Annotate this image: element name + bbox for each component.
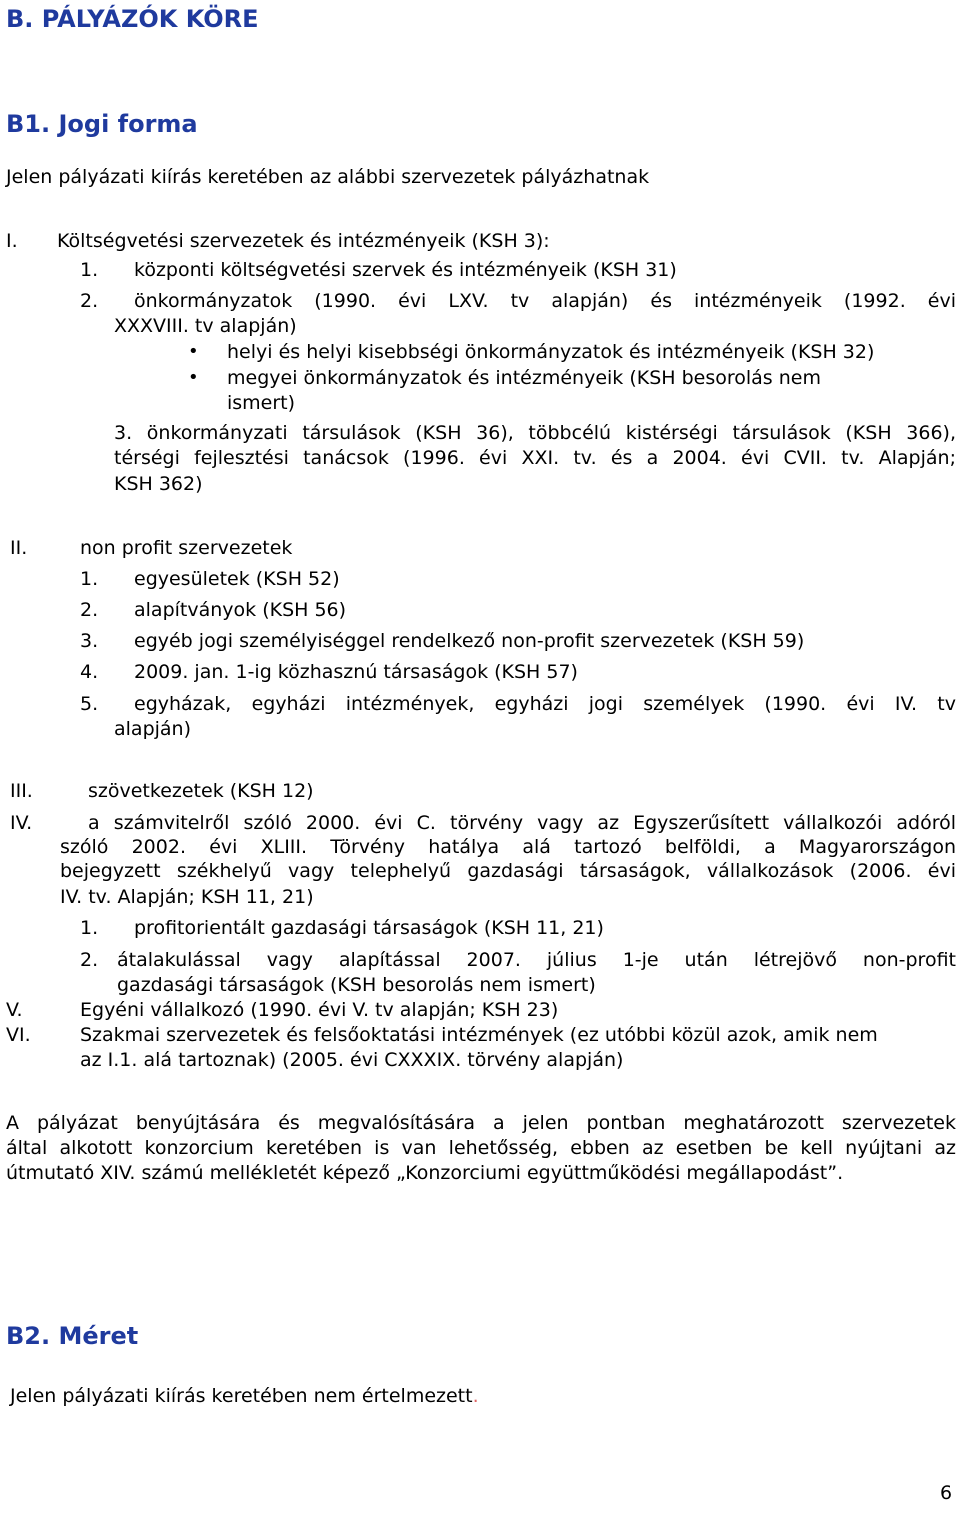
group-2-n5: 5.	[80, 693, 99, 715]
b1-intro: Jelen pályázati kiírás keretében az alábbi szervezetek pályázhatnak	[6, 166, 650, 188]
group-6-num: VI.	[6, 1024, 31, 1046]
b2-trailing-dot: .	[472, 1385, 479, 1407]
group-1-item2-line1: önkormányzatok (1990. évi LXV. tv alapján) és intézményeik (1992. évi	[134, 290, 956, 312]
group-1-item3-line1: 3. önkormányzati társulások (KSH 36), többcélú kistérségi társulások (KSH 366),	[114, 422, 956, 444]
group-1-bullet2-line2: ismert)	[227, 392, 296, 414]
group-1-item3-line3: KSH 362)	[114, 473, 203, 495]
group-2-i3: egyéb jogi személyiséggel rendelkező non-profit szervezetek (KSH 59)	[134, 630, 805, 652]
group-2-i5-line2: alapján)	[114, 718, 192, 740]
group-4-line2: szóló 2002. évi XLIII. Törvény hatálya alá tartozó belföldi, a Magyarországon	[60, 836, 956, 858]
group-1-num: I.	[6, 230, 18, 252]
consortium-line2: által alkotott konzorcium keretében is van lehetősség, ebben az esetben be kell nyújtani az	[6, 1137, 956, 1159]
group-3-label: szövetkezetek (KSH 12)	[88, 780, 314, 802]
group-4-i1: profitorientált gazdasági társaságok (KSH 11, 21)	[134, 917, 604, 939]
group-2-num: II.	[10, 537, 28, 559]
consortium-line3: útmutató XIV. számú mellékletét képező „Konzorciumi együttműködési megállapodást”.	[6, 1162, 844, 1184]
group-5-label: Egyéni vállalkozó (1990. évi V. tv alapján; KSH 23)	[80, 999, 559, 1021]
group-2-n4: 4.	[80, 661, 99, 683]
group-1-item1: központi költségvetési szervek és intézményeik (KSH 31)	[134, 259, 677, 281]
group-4-n1: 1.	[80, 917, 99, 939]
group-1-label: Költségvetési szervezetek és intézményeik (KSH 3):	[57, 230, 550, 252]
bullet-icon: •	[188, 341, 199, 362]
section-title: B. PÁLYÁZÓK KÖRE	[6, 5, 259, 33]
group-6-line1: Szakmai szervezetek és felsőoktatási intézmények (ez utóbbi közül azok, amik nem	[80, 1024, 878, 1046]
b2-title: B2. Méret	[6, 1322, 139, 1350]
group-6-line2: az I.1. alá tartoznak) (2005. évi CXXXIX. törvény alapján)	[80, 1049, 624, 1071]
group-4-i2-line2: gazdasági társaságok (KSH besorolás nem ismert)	[117, 974, 596, 996]
group-1-item1-num: 1.	[80, 259, 99, 281]
group-4-line4: IV. tv. Alapján; KSH 11, 21)	[60, 886, 314, 908]
group-2-i5-line1: egyházak, egyházi intézmények, egyházi jogi személyek (1990. évi IV. tv	[134, 693, 956, 715]
group-1-bullet1: helyi és helyi kisebbségi önkormányzatok és intézményeik (KSH 32)	[227, 341, 875, 363]
group-2-n1: 1.	[80, 568, 99, 590]
group-1-item2-num: 2.	[80, 290, 99, 312]
group-2-i1: egyesületek (KSH 52)	[134, 568, 340, 590]
group-5-num: V.	[6, 999, 23, 1021]
group-4-num: IV.	[10, 812, 33, 834]
consortium-line1: A pályázat benyújtására és megvalósítására a jelen pontban meghatározott szervezetek	[6, 1112, 956, 1134]
group-3-num: III.	[10, 780, 33, 802]
group-1-item3-line2: térségi fejlesztési tanácsok (1996. évi XXI. tv. és a 2004. évi CVII. tv. Alapján;	[114, 447, 956, 469]
group-1-bullet2-line1: megyei önkormányzatok és intézményeik (KSH besorolás nem	[227, 367, 821, 389]
bullet-icon: •	[188, 367, 199, 388]
group-4-n2: 2.	[80, 949, 99, 971]
b2-text-wrap	[10, 1383, 479, 1409]
group-4-line3: bejegyzett székhelyű vagy telephelyű gazdasági társaságok, vállalkozások (2006. évi	[60, 860, 956, 882]
group-2-label: non profit szervezetek	[80, 537, 293, 559]
group-2-i4: 2009. jan. 1-ig közhasznú társaságok (KSH 57)	[134, 661, 578, 683]
group-4-line1: a számvitelről szóló 2000. évi C. törvény vagy az Egyszerűsített vállalkozói adóról	[88, 812, 956, 834]
group-1-item2-line2: XXXVIII. tv alapján)	[114, 315, 297, 337]
b1-title: B1. Jogi forma	[6, 110, 198, 138]
group-4-i2-line1: átalakulással vagy alapítással 2007. július 1-je után létrejövő non-profit	[117, 949, 956, 971]
b2-text: Jelen pályázati kiírás keretében nem értelmezett	[10, 1385, 473, 1407]
group-2-n2: 2.	[80, 599, 99, 621]
page-number: 6	[940, 1482, 953, 1504]
group-2-n3: 3.	[80, 630, 99, 652]
group-2-i2: alapítványok (KSH 56)	[134, 599, 347, 621]
